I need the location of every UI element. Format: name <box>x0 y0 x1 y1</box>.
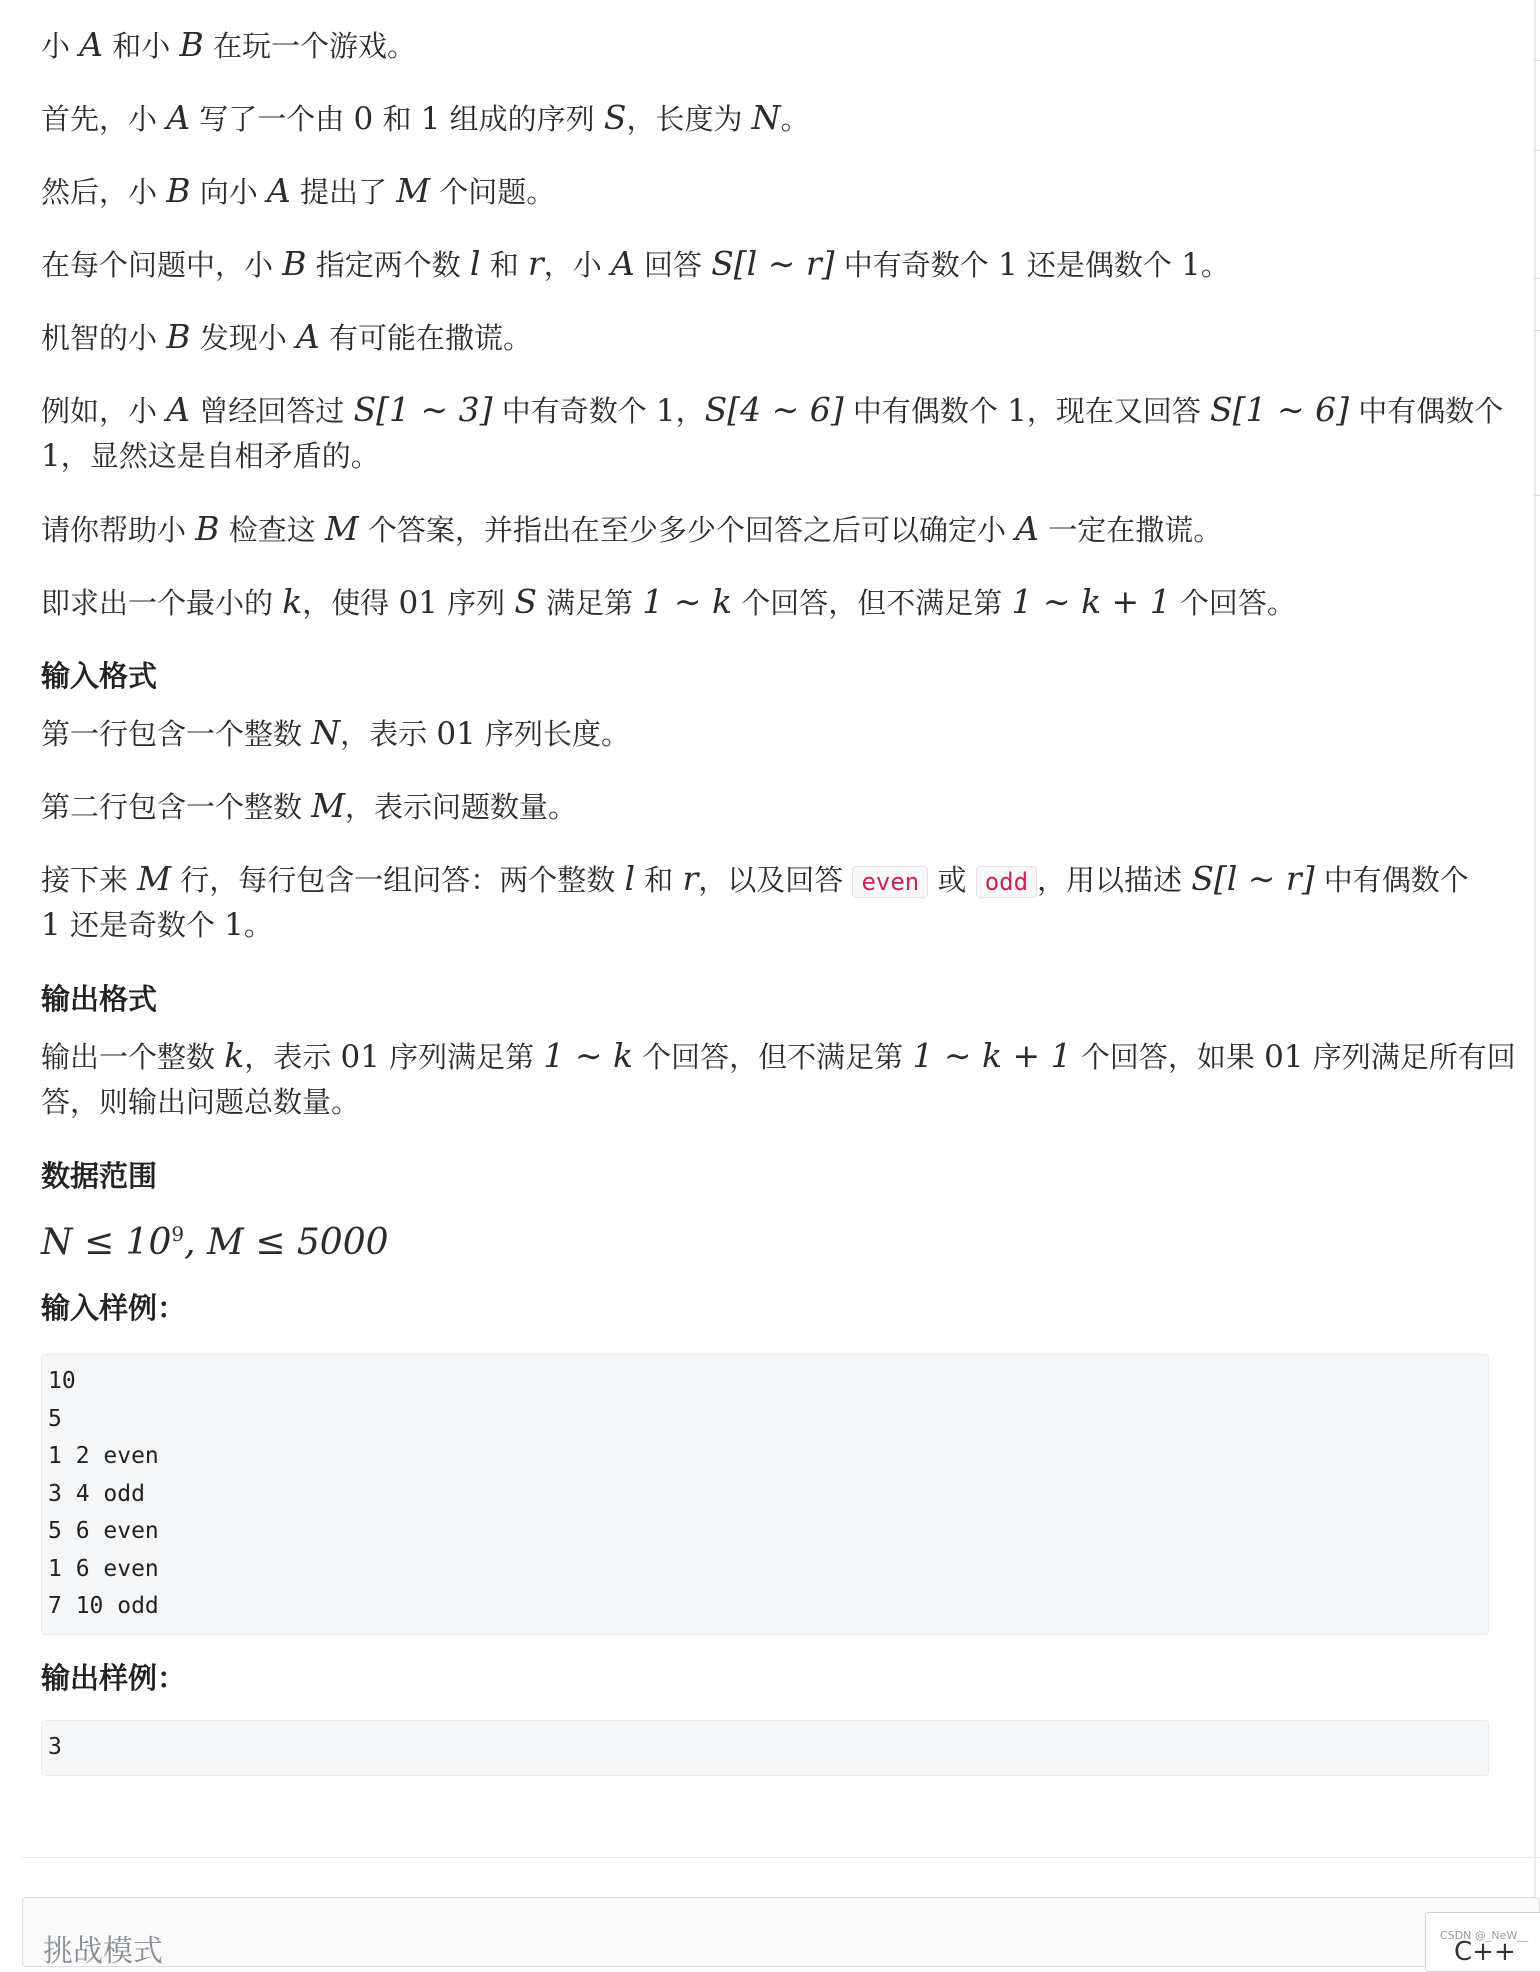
code-line: 3 <box>48 1734 62 1760</box>
challenge-mode-title: 挑战模式 <box>43 1934 163 1969</box>
sample-input-code <box>41 1354 1489 1635</box>
code-line: 5 <box>48 1405 62 1432</box>
edge-tick <box>1534 495 1540 496</box>
paragraph-intro: 小 A 和小 B 在玩一个游戏。 <box>41 25 416 64</box>
sample-output-code <box>41 1720 1489 1776</box>
code-even: even <box>852 866 928 898</box>
code-line: 10 <box>48 1368 76 1394</box>
code-line: 3 4 odd <box>48 1480 145 1507</box>
sample-output-heading: 输出样例： <box>41 1661 187 1695</box>
paragraph-goal: 即求出一个最小的 k，使得 01 序列 S 满足第 1 ∼ k 个回答，但不满足第 1 ∼ k + 1 个回答。 <box>41 582 1296 621</box>
input-format-line-2: 第二行包含一个整数 M，表示问题数量。 <box>41 786 578 825</box>
edge-tick <box>1534 278 1540 279</box>
paragraph-query-rule: 在每个问题中，小 B 指定两个数 l 和 r，小 A 回答 S[l ∼ r] 中有奇数个 1 还是偶数个 1。 <box>41 244 1230 283</box>
paragraph-example: 例如，小 A 曾经回答过 S[1 ∼ 3] 中有奇数个 1，S[4 ∼ 6] 中有偶数个 1，现在又回答 S[1 ∼ 6] 中有偶数个 <box>41 390 1504 429</box>
section-divider <box>22 1857 1540 1858</box>
code-line: 1 2 even <box>48 1443 159 1469</box>
csdn-watermark: CSDN @_NeW__ <box>1440 1929 1529 1942</box>
edge-tick <box>1534 330 1540 331</box>
input-format-line-3-cont: 1 还是奇数个 1。 <box>41 907 273 943</box>
edge-tick <box>1534 150 1540 151</box>
sample-input-heading: 输入样例： <box>41 1291 187 1325</box>
code-odd: odd <box>976 866 1037 898</box>
data-range-formula: $N \le 10^9$, M ≤ 5000 <box>41 1222 389 1263</box>
output-format-line-cont: 答，则输出问题总数量。 <box>41 1085 361 1119</box>
input-format-line-1: 第一行包含一个整数 N，表示 01 序列长度。 <box>41 713 630 752</box>
input-format-line-3: 接下来 M 行，每行包含一组问答：两个整数 l 和 r，以及回答 even 或 odd ，用以描述 S[l ∼ r] 中有偶数个 <box>41 859 1469 898</box>
challenge-mode-panel <box>22 1897 1540 1967</box>
paragraph-questions: 然后，小 B 向小 A 提出了 M 个问题。 <box>41 171 556 210</box>
paragraph-task: 请你帮助小 B 检查这 M 个答案，并指出在至少多少个回答之后可以确定小 A 一定在撒谎。 <box>41 509 1223 548</box>
scroll-edge <box>1534 0 1536 1951</box>
code-line: 7 10 odd <box>48 1593 159 1619</box>
paragraph-lying: 机智的小 B 发现小 A 有可能在撒谎。 <box>41 317 532 356</box>
data-range-heading: 数据范围 <box>41 1159 158 1193</box>
output-format-line: 输出一个整数 k，表示 01 序列满足第 1 ∼ k 个回答，但不满足第 1 ∼ k + 1 个回答，如果 01 序列满足所有回 <box>41 1036 1516 1075</box>
language-label: C++ <box>1454 1937 1516 1967</box>
edge-tick <box>1534 60 1540 61</box>
code-line: 1 6 even <box>48 1555 159 1582</box>
language-select[interactable] <box>1425 1912 1540 1972</box>
input-format-heading: 输入格式 <box>41 659 158 693</box>
paragraph-example-cont: 1，显然这是自相矛盾的。 <box>41 438 380 474</box>
output-format-heading: 输出格式 <box>41 982 158 1016</box>
code-line: 5 6 even <box>48 1518 159 1544</box>
paragraph-sequence: 首先，小 A 写了一个由 0 和 1 组成的序列 S，长度为 N。 <box>41 98 810 137</box>
